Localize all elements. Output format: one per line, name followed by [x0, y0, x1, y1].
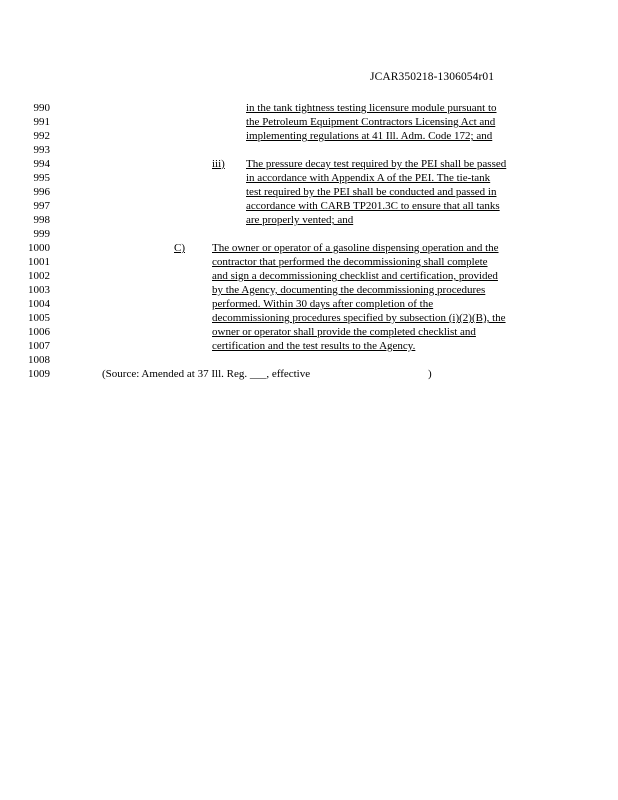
line-number: 1005: [28, 312, 50, 324]
body-line: The pressure decay test required by the PEI shall be passed: [246, 158, 507, 170]
subsection-marker-iii: iii): [212, 158, 225, 170]
line-number: 1009: [28, 368, 50, 380]
line-number: 1008: [28, 354, 50, 366]
line-number: 999: [33, 228, 50, 240]
line-number: 990: [33, 102, 50, 114]
body-line: The owner or operator of a gasoline dispensing operation and the: [212, 242, 499, 254]
body-line: accordance with CARB TP201.3C to ensure that all tanks: [246, 200, 500, 212]
source-note: (Source: Amended at 37 Ill. Reg. ___, effective: [102, 368, 311, 380]
line-number: 1007: [28, 340, 50, 352]
line-number: 1003: [28, 284, 50, 296]
line-number: 1006: [28, 326, 50, 338]
source-note-close: ): [428, 368, 432, 380]
subsection-marker-c: C): [174, 242, 185, 254]
line-number: 992: [33, 130, 50, 142]
body-line: certification and the test results to the Agency.: [212, 340, 416, 352]
line-number: 994: [33, 158, 50, 170]
body-line: and sign a decommissioning checklist and certification, provided: [212, 270, 498, 282]
body-line: implementing regulations at 41 Ill. Adm. Code 172; and: [246, 130, 493, 142]
line-number: 1001: [28, 256, 50, 268]
body-line: by the Agency, documenting the decommissioning procedures: [212, 284, 486, 296]
line-number: 993: [33, 144, 50, 156]
line-number: 995: [33, 172, 50, 184]
line-number: 998: [33, 214, 50, 226]
line-number: 991: [33, 116, 50, 128]
body-line: owner or operator shall provide the completed checklist and: [212, 326, 476, 338]
body-line: in the tank tightness testing licensure module pursuant to: [246, 102, 497, 114]
body-line: decommissioning procedures specified by subsection (i)(2)(B), the: [212, 312, 506, 324]
body-line: the Petroleum Equipment Contractors Licensing Act and: [246, 116, 496, 128]
body-line: are properly vented; and: [246, 214, 354, 226]
line-number: 996: [33, 186, 50, 198]
line-number: 1000: [28, 242, 50, 254]
body-line: in accordance with Appendix A of the PEI. The tie-tank: [246, 172, 491, 184]
body-line: performed. Within 30 days after completion of the: [212, 298, 434, 310]
body-line: test required by the PEI shall be conducted and passed in: [246, 186, 497, 198]
line-number: 1004: [28, 298, 50, 310]
body-line: contractor that performed the decommissioning shall complete: [212, 256, 488, 268]
document-id: JCAR350218-1306054r01: [370, 71, 495, 83]
line-number: 1002: [28, 270, 50, 282]
line-number: 997: [33, 200, 50, 212]
